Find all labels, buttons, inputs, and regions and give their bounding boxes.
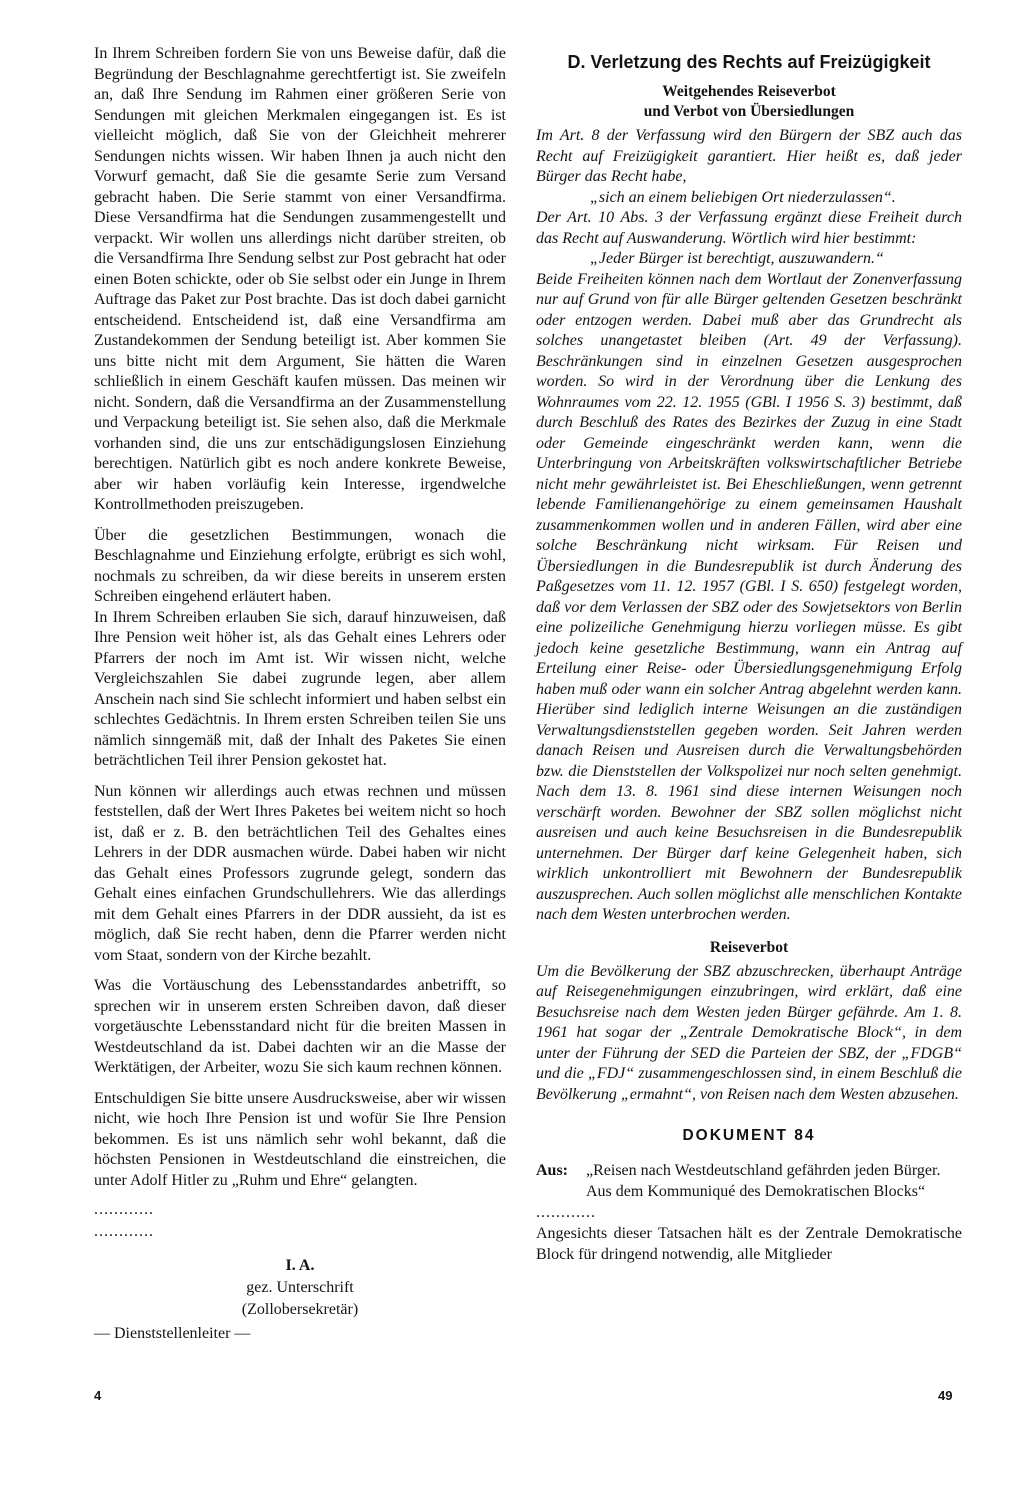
source-label: Aus:: [536, 1162, 569, 1179]
subheading: und Verbot von Übersiedlungen: [643, 103, 855, 120]
letter-paragraph-2: Über die gesetzlichen Bestimmungen, wonach die Beschlagnahme und Einziehung erfolgte, erübrigt es sich wohl, nochmals zu schreiben, da wir diese bereits in unserem ersten Schreiben eingehend erläutert haben.: [94, 526, 506, 605]
letter-paragraph-4: Nun können wir allerdings auch etwas rechnen und müssen feststellen, daß der Wert Ihres Paketes bei weitem nicht so hoch ist, daß er z. B. den beträchtlichen Teil des Gehaltes eines Lehrers in der DDR ausmachen würde. Dabei haben wir nicht das Gehalt eines Professors zugrunde gelegt, sondern das Gehalt eines einfachen Grundschullehrers. Wie das allerdings mit dem Gehalt eines Pfarrers in der DDR aussieht, da ist es möglich, daß Sie recht haben, denn die Pfarrer werden nicht vom Staat, sondern von der Kirche bezahlt.: [94, 782, 506, 964]
omission-dots: ............: [94, 1223, 154, 1240]
left-column: [94, 44, 506, 1345]
quote: „sich an einem beliebigen Ort niederzulassen“.: [590, 188, 896, 206]
document-heading: DOKUMENT 84: [682, 1127, 816, 1144]
body-paragraph: Im Art. 8 der Verfassung wird den Bürgern der SBZ auch das Recht auf Freizügigkeit garantiert. Hier heißt es, daß jeder Bürger das Recht habe,: [536, 127, 962, 185]
right-column: [536, 44, 962, 1265]
letter-paragraph-6: Entschuldigen Sie bitte unsere Ausdrucksweise, aber wir wissen nicht, wie hoch Ihre Pension ist und wofür Sie Ihre Pension bekommen. Es ist uns nämlich sehr wohl bekannt, daß die höchsten Pensionen in Westdeutschland die einstreichen, die unter Adolf Hitler zu „Ruhm und Ehre“ gelangten.: [94, 1089, 506, 1189]
signature-role: — Dienststellenleiter —: [94, 1325, 251, 1342]
source-line: [536, 1161, 962, 1202]
body-paragraph: Um die Bevölkerung der SBZ abzuschrecken, überhaupt Anträge auf Reisegenehmigungen einzubringen, wird erklärt, daß eine Besuchsreise nach dem Westen jeden Bürger gefährde. Am 1. 8. 1961 hat sogar der „Zentrale Demokratische Block“, in dem unter der Führung der SED die Parteien der SBZ, der „FDGB“ und die „FDJ“ zusammengeschlossen sind, in einem Beschluß die Bevölkerung „ermahnt“, von Reisen nach dem Westen abzusehen.: [536, 962, 962, 1103]
signature-rank: (Zollobersekretär): [241, 1301, 359, 1318]
letter-paragraph-3: In Ihrem Schreiben erlauben Sie sich, darauf hinzuweisen, daß Ihre Pension weit höher ist, als das Gehalt eines Lehrers oder Pfarrers der noch im Amt ist. Wir wissen nicht, welche Vergleichszahlen Sie dabei zugrunde legen, aber allem Anschein nach sind Sie schlecht informiert und haben selbst ein schlechtes Gedächtnis. In Ihrem ersten Schreiben teilen Sie uns nämlich sinngemäß mit, daß der Inhalt des Paketes Sie einen beträchtlichen Teil ihrer Pension gekostet hat.: [94, 608, 506, 769]
body-paragraph: Angesichts dieser Tatsachen hält es der Zentrale Demokratische Block für dringend notwendig, alle Mitglieder: [536, 1225, 962, 1263]
omission-dots: ............: [94, 1201, 154, 1218]
signature-gez: gez. Unterschrift: [246, 1279, 354, 1296]
omission-dots: ............: [536, 1204, 596, 1221]
body-paragraph: Beide Freiheiten können nach dem Wortlaut der Zonenverfassung nur auf Grund von für alle Bürger geltenden Gesetzen beschränkt oder entzogen werden. Dabei muß aber das Grundrecht als solches unangetastet bleiben (Art. 49 der Verfassung). Beschränkungen sind in einzelnen Gesetzen ausgesprochen worden. So wird in der Verordnung über die Lenkung des Wohnraumes vom 22. 12. 1955 (GBl. I 1956 S. 3) bestimmt, daß durch Beschluß des Rates des Bezirkes der Zuzug in eine Stadt oder Gemeinde eingeschränkt werden kann, wenn die Unterbringung von Arbeitskräften volkswirtschaftlicher Betriebe nicht mehr gewährleistet ist. Bei Eheschließungen, wenn getrennt lebende Familienangehörige zu einem gemeinsamen Haushalt zusammenkommen wollen und in anderen Fällen, wird aber eine solche Beschränkung nicht wirksam. Für Reisen und Übersiedlungen in die Bundesrepublik ist durch Änderung des Paßgesetzes vom 11. 12. 1957 (GBl. I S. 650) festgelegt worden, daß vor dem Verlassen der SBZ oder des Sowjetsektors von Berlin eine polizeiliche Genehmigung hierzu vorliegen müsse. Es gibt jedoch keine gesetzliche Bestimmung, wann ein Antrag auf Erteilung einer Reise- oder Übersiedlungsgenehmigung Erfolg haben muß oder wann ein solcher Antrag abgelehnt werden kann. Hierüber sind lediglich interne Weisungen an die zuständigen Verwaltungsdienststellen gegeben worden. Seit Jahren werden danach Reisen und Ausreisen durch die Verwaltungsbehörden bzw. die Dienststellen der Volkspolizei nur noch selten genehmigt. Nach dem 13. 8. 1961 sind diese internen Weisungen noch verschärft worden. Bewohner der SBZ sollen möglichst nicht ausreisen und auch keine Besuchsreisen in die Bundesrepublik unternehmen. Der Bürger darf keine Gelegenheit haben, sich wirklich unkontrolliert mit Bewohnern der Bundesrepublik auszusprechen. Auch sollen möglichst alle menschlichen Kontakte nach dem Westen unterbrochen werden.: [536, 270, 962, 923]
body-paragraph: Der Art. 10 Abs. 3 der Verfassung ergänzt diese Freiheit durch das Recht auf Auswanderung. Wörtlich wird hier bestimmt:: [536, 209, 962, 247]
letter-paragraph-1: In Ihrem Schreiben fordern Sie von uns Beweise dafür, daß die Begründung der Beschlagnahme gerechtfertigt ist. Sie zweifeln an, daß Ihre Sendung im Rahmen einer größeren Serie von Sendungen mit gleichen Merkmalen eingegangen ist. Es ist vielleicht möglich, daß Sie von der Gleichheit mehrerer Sendungen nichts wissen. Wir haben Ihnen ja auch nicht den Vorwurf gemacht, daß Sie die gesamte Serie zum Versand gebracht haben. Die Serie stammt von einer Versandfirma. Diese Versandfirma hat die Sendungen zusammengestellt und verpackt. Wir wollen uns allerdings nicht darüber streiten, ob die Versandfirma Ihre Sendung selbst zur Post gebracht hat oder einen Boten schickte, oder ob Sie selbst oder ein Junge in Ihrem Auftrage das Paket zur Post brachte. Das ist doch dabei garnicht entscheidend. Entscheidend ist, daß eine Versandfirma am Zustandekommen der Sendung beteiligt ist. Aber kommen Sie uns bitte nicht mit dem Argument, Sie hätten die Waren schließlich in einem Geschäft kaufen müssen. Das meinen wir nicht. Sondern, daß die Versandfirma an der Zusammenstellung und Verpackung beteiligt ist. Sie sehen also, daß die Merkmale vorhanden sind, die uns zur entschädigungslosen Einziehung berechtigen. Natürlich gibt es noch andere konkrete Beweise, aber wir haben vorläufig kein Interesse, irgendwelche Kontrollmethoden preiszugeben.: [94, 45, 506, 513]
signature-ia: I. A.: [285, 1257, 315, 1274]
page-number-left: 4: [94, 1388, 102, 1403]
subheading: Reiseverbot: [709, 938, 789, 956]
page-number-right: 49: [938, 1388, 953, 1403]
source-text: „Reisen nach Westdeutschland gefährden jeden Bürger. Aus dem Kommuniqué des Demokratischen Blocks“: [586, 1162, 941, 1200]
section-heading: D. Verletzung des Rechts auf Freizügigkeit: [567, 52, 931, 72]
subheading: Weitgehendes Reiseverbot: [662, 83, 836, 100]
letter-paragraph-5: Was die Vortäuschung des Lebensstandardes anbetrifft, so sprechen wir in unserem ersten Schreiben davon, daß dieser vorgetäuschte Lebensstandard nicht für die breiten Massen in Westdeutschland da ist. Dabei dachten wir an die Masse der Werktätigen, der Arbeiter, wozu Sie sich kaum rechnen können.: [94, 977, 506, 1076]
quote: „Jeder Bürger ist berechtigt, auszuwandern.“: [590, 250, 884, 267]
